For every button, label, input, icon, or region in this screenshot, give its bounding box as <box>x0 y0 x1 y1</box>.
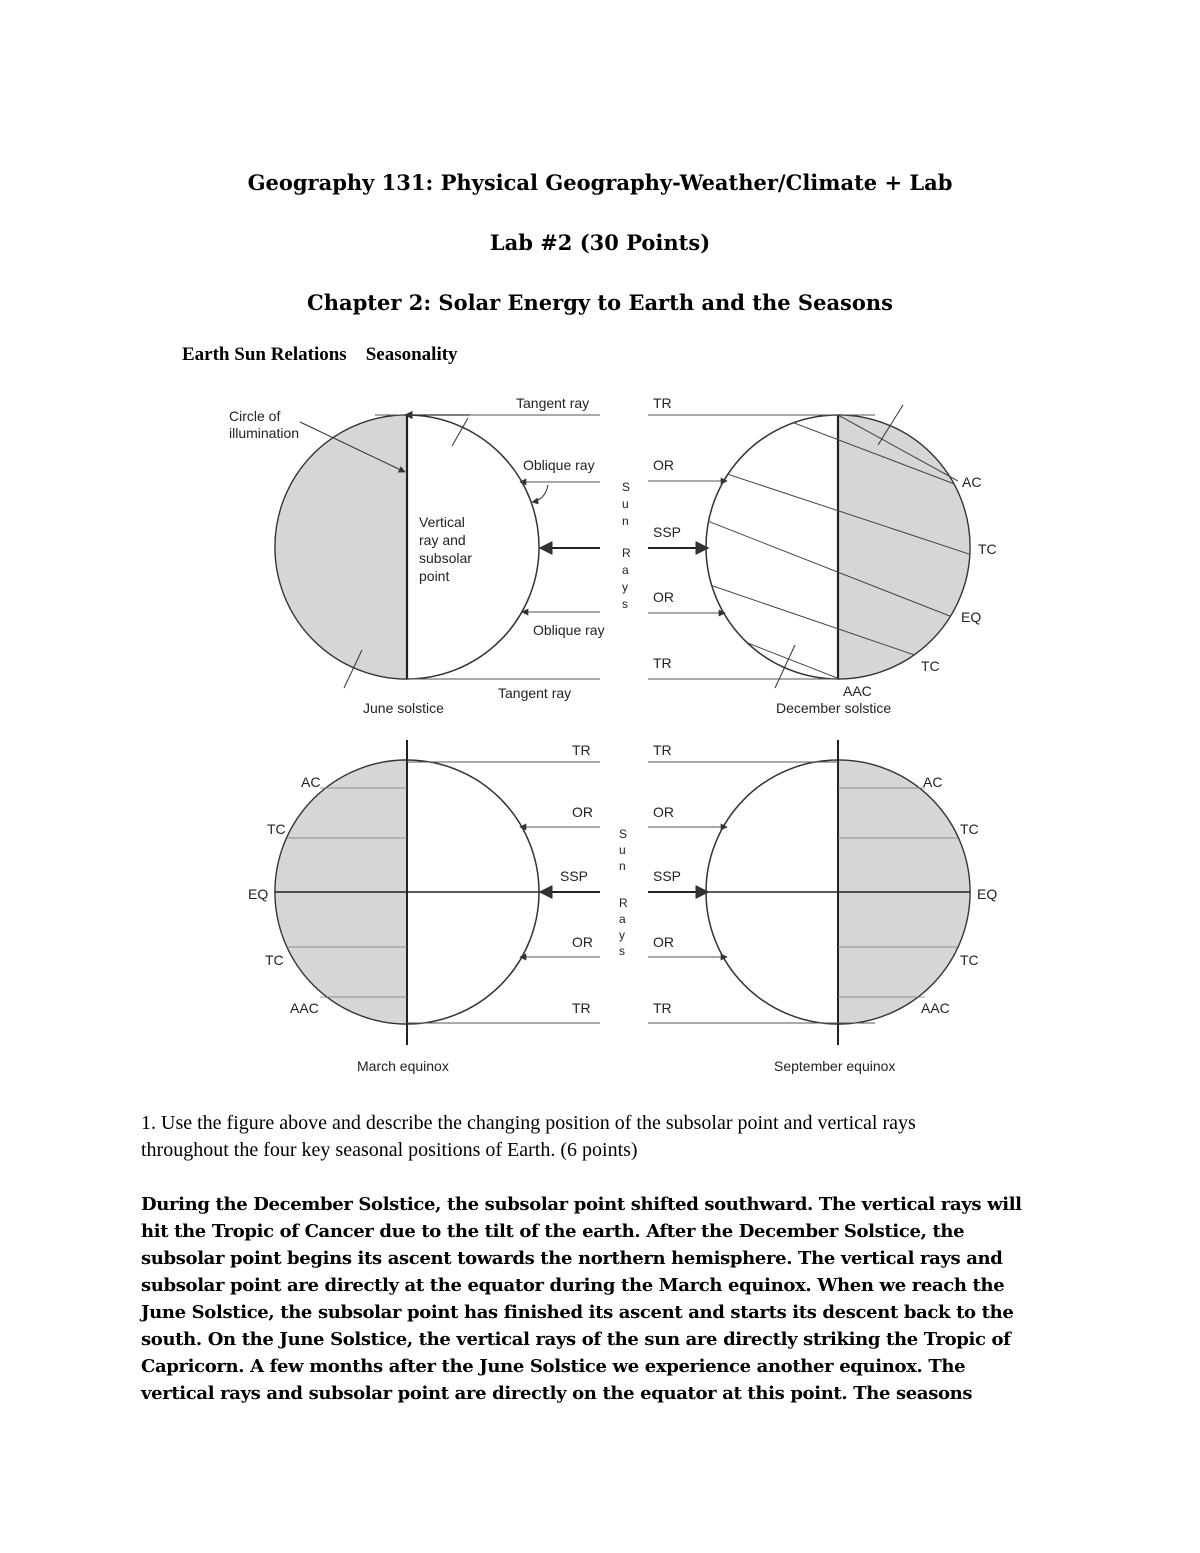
december-tc-top: TC <box>978 541 997 557</box>
september-tr-top: TR <box>653 742 672 758</box>
answer-1 <box>141 1191 1071 1407</box>
september-ac: AC <box>923 774 943 790</box>
svg-text:S: S <box>622 480 631 494</box>
march-tr-bottom: TR <box>572 1000 591 1016</box>
june-vertical-label-3: subsolar <box>419 550 472 566</box>
svg-text:R: R <box>619 896 628 910</box>
answer-line: During the December Solstice, the subsolar point shifted southward. The vertical rays will <box>141 1194 1022 1215</box>
svg-text:y: y <box>622 580 628 594</box>
september-aac: AAC <box>921 1000 950 1016</box>
june-caption: June solstice <box>363 700 444 716</box>
june-oblique-ray-top-label: Oblique ray <box>523 457 595 473</box>
svg-text:u: u <box>619 843 626 857</box>
december-ac: AC <box>962 474 982 490</box>
june-solstice-diagram <box>229 395 605 716</box>
question-1 <box>141 1110 1071 1164</box>
svg-text:a: a <box>622 563 629 577</box>
september-tc-top: TC <box>960 821 979 837</box>
march-tc-top: TC <box>267 821 286 837</box>
svg-text:y: y <box>619 928 625 942</box>
march-tr-top: TR <box>572 742 591 758</box>
svg-text:s: s <box>622 597 628 611</box>
september-eq: EQ <box>977 886 998 902</box>
june-vertical-label-4: point <box>419 568 450 584</box>
answer-line: June Solstice, the subsolar point has finished its ascent and starts its descent back to the <box>141 1302 1014 1323</box>
december-tr-bottom: TR <box>653 655 672 671</box>
june-oblique-ray-bottom-label: Oblique ray <box>533 622 605 638</box>
question-line-2: throughout the four key seasonal positions of Earth. (6 points) <box>141 1139 638 1161</box>
march-caption: March equinox <box>357 1058 449 1074</box>
march-or-bottom: OR <box>572 934 593 950</box>
march-equinox-diagram <box>248 740 600 1074</box>
earth-sun-figure <box>0 380 1200 1090</box>
svg-text:S: S <box>619 827 628 841</box>
december-night-side <box>838 415 970 679</box>
june-circle-label-1: Circle of <box>229 408 281 424</box>
september-tc-bottom: TC <box>960 952 979 968</box>
answer-line: vertical rays and subsolar point are directly on the equator at this point. The seasons <box>141 1383 973 1404</box>
september-caption: September equinox <box>774 1058 896 1074</box>
december-tr-top: TR <box>653 395 672 411</box>
sun-rays-label-top <box>622 480 631 611</box>
svg-text:n: n <box>619 859 626 873</box>
answer-line: subsolar point are directly at the equator during the March equinox. When we reach the <box>141 1275 1005 1296</box>
lab-title: Lab #2 (30 Points) <box>489 230 711 255</box>
march-tc-bottom: TC <box>265 952 284 968</box>
june-circle-label-2: illumination <box>229 425 300 441</box>
figure-title: Earth Sun Relations Seasonality <box>182 344 458 365</box>
svg-text:u: u <box>622 497 629 511</box>
september-or-top: OR <box>653 804 674 820</box>
march-ssp: SSP <box>560 868 589 884</box>
svg-text:a: a <box>619 912 626 926</box>
december-aac: AAC <box>843 683 872 699</box>
svg-text:s: s <box>619 944 625 958</box>
june-tangent-ray-bottom-label: Tangent ray <box>498 685 572 701</box>
december-solstice-diagram <box>648 395 997 716</box>
june-tangent-ray-top-label: Tangent ray <box>516 395 590 411</box>
march-aac: AAC <box>290 1000 319 1016</box>
december-caption: December solstice <box>776 700 892 716</box>
chapter-title: Chapter 2: Solar Energy to Earth and the Seasons <box>307 290 893 315</box>
answer-line: hit the Tropic of Cancer due to the tilt of the earth. After the December Solstice, the <box>141 1221 965 1242</box>
september-equinox-diagram <box>648 740 997 1074</box>
june-vertical-label-2: ray and <box>419 532 466 548</box>
june-night-side <box>275 415 407 679</box>
svg-text:R: R <box>622 546 631 560</box>
june-vertical-label-1: Vertical <box>419 514 465 530</box>
sun-rays-label-bottom <box>619 827 628 958</box>
question-line-1: 1. Use the figure above and describe the changing position of the subsolar point and vertical rays <box>141 1112 916 1134</box>
september-tr-bottom: TR <box>653 1000 672 1016</box>
december-ssp: SSP <box>653 524 682 540</box>
december-eq: EQ <box>961 609 982 625</box>
march-eq: EQ <box>248 886 269 902</box>
svg-text:n: n <box>622 514 629 528</box>
december-tc-bottom: TC <box>921 658 940 674</box>
march-or-top: OR <box>572 804 593 820</box>
december-or-top: OR <box>653 457 674 473</box>
answer-line: south. On the June Solstice, the vertical rays of the sun are directly striking the Tropic of <box>141 1329 1011 1350</box>
answer-line: Capricorn. A few months after the June Solstice we experience another equinox. The <box>141 1356 966 1377</box>
september-ssp: SSP <box>653 868 682 884</box>
september-or-bottom: OR <box>653 934 674 950</box>
answer-line: subsolar point begins its ascent towards the northern hemisphere. The vertical rays and <box>141 1248 1003 1269</box>
march-ac: AC <box>301 774 321 790</box>
course-title: Geography 131: Physical Geography-Weather/Climate + Lab <box>247 170 953 195</box>
december-or-bottom: OR <box>653 589 674 605</box>
